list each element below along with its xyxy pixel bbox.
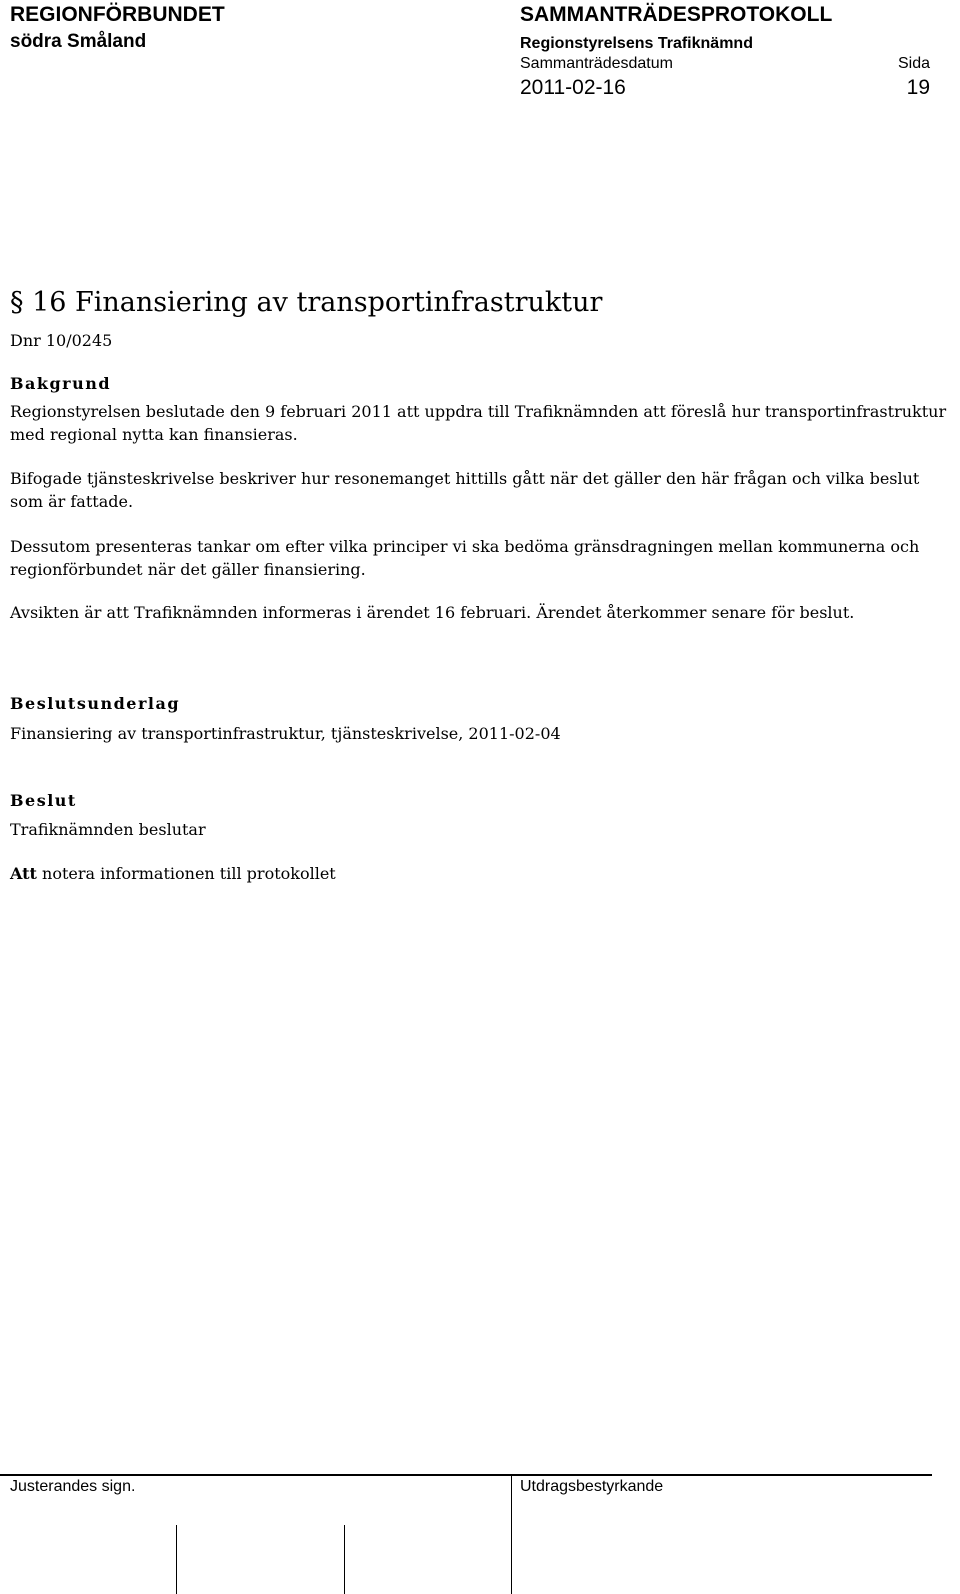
- page-label: Sida: [897, 55, 930, 72]
- heading-bakgrund: Bakgrund: [10, 374, 112, 393]
- signature-divider-3: [511, 1476, 512, 1594]
- bakgrund-paragraph-2: Bifogade tjänsteskrivelse beskriver hur resonemanget hittills gått när det gäller den här frågan och vilka beslut som är fattade.: [10, 469, 920, 511]
- justerandes-sign-label: Justerandes sign.: [10, 1478, 136, 1495]
- bakgrund-paragraph-3: Dessutom presenteras tankar om efter vilka principer vi ska bedöma gränsdragningen mellan kommunerna och regionförbundet när det gäller finansiering.: [10, 537, 920, 579]
- beslut-intro: Trafiknämnden beslutar: [10, 820, 206, 839]
- signature-divider-2: [344, 1525, 345, 1594]
- document-type: SAMMANTRÄDESPROTOKOLL: [520, 3, 833, 26]
- heading-beslutsunderlag: Beslutsunderlag: [10, 694, 181, 713]
- committee-name: Regionstyrelsens Trafiknämnd: [520, 35, 753, 52]
- att-label: Att: [10, 864, 37, 883]
- att-text: notera informationen till protokollet: [42, 864, 336, 883]
- section-title: [10, 287, 602, 318]
- section-symbol: §: [10, 287, 24, 318]
- footer-top-rule: [0, 1474, 932, 1476]
- section-title-text: 16 Finansiering av transportinfrastruktur: [32, 287, 603, 318]
- beslut-att: [10, 862, 950, 885]
- page-number: 19: [906, 76, 930, 99]
- org-name-line2: södra Småland: [10, 31, 147, 52]
- heading-beslut: Beslut: [10, 791, 77, 810]
- utdragsbestyrkande-label: Utdragsbestyrkande: [520, 1478, 664, 1495]
- case-number: Dnr 10/0245: [10, 331, 113, 350]
- meeting-date-label: Sammanträdesdatum: [520, 55, 673, 72]
- beslutsunderlag-text: Finansiering av transportinfrastruktur, tjänsteskrivelse, 2011-02-04: [10, 724, 561, 743]
- meeting-date: 2011-02-16: [520, 76, 626, 99]
- bakgrund-paragraph-4: Avsikten är att Trafiknämnden informeras i ärendet 16 februari. Ärendet återkommer senare för beslut.: [10, 603, 855, 622]
- signature-divider-1: [176, 1525, 177, 1594]
- bakgrund-paragraph-1: Regionstyrelsen beslutade den 9 februari 2011 att uppdra till Trafiknämnden att föreslå hur transportinfrastruktur med regional nytta kan finansieras.: [10, 402, 947, 444]
- org-name-line1: REGIONFÖRBUNDET: [10, 3, 225, 26]
